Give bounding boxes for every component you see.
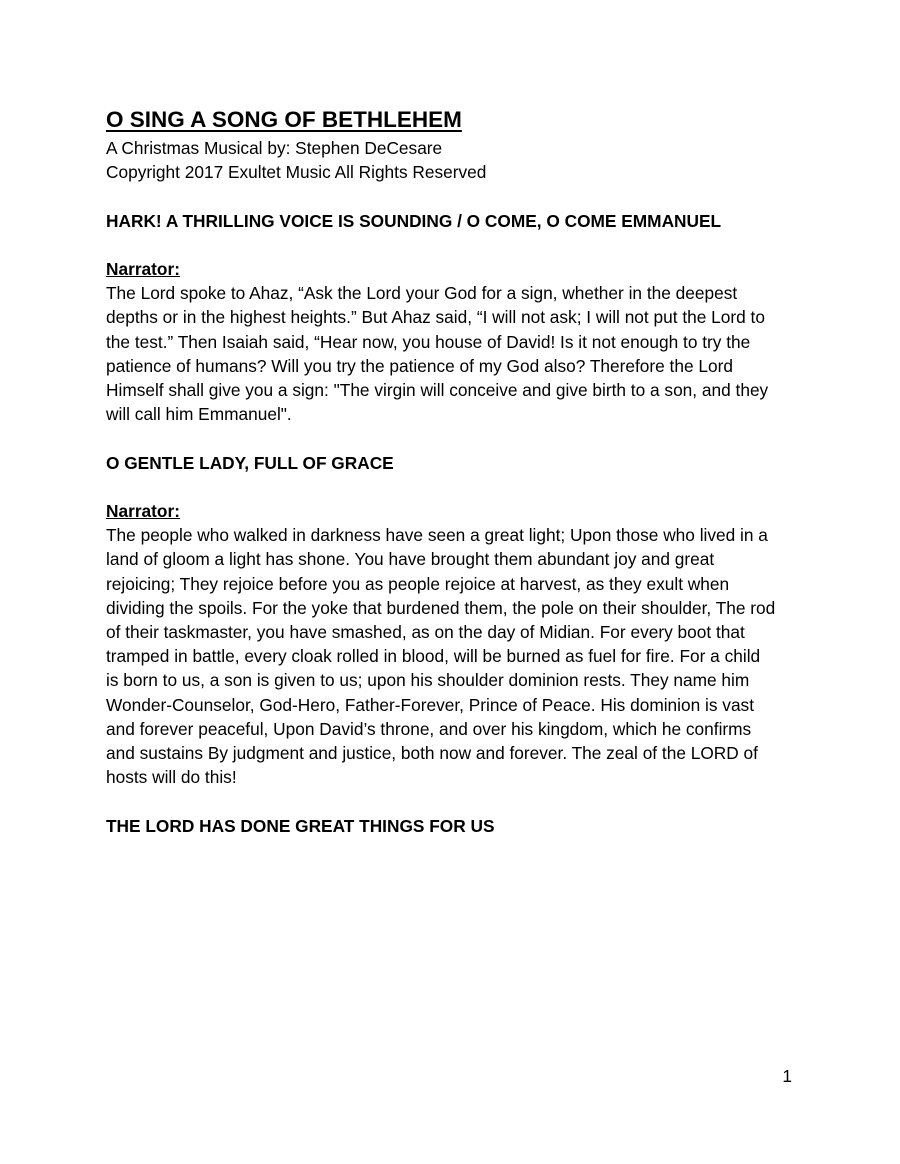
narration-line: the test.” Then Isaiah said, “Hear now, you house of David! Is it not enough to try the [106, 331, 751, 352]
song-heading-2: O GENTLE LADY, FULL OF GRACE [106, 452, 394, 473]
narration-line: of their taskmaster, you have smashed, as on the day of Midian. For every boot that [106, 622, 745, 642]
page-number: 1 [782, 1066, 792, 1086]
document-title: O SING A SONG OF BETHLEHEM [106, 107, 462, 132]
narration-line: and forever peaceful, Upon David’s throne, and over his kingdom, which he confirms [106, 718, 752, 739]
narration-paragraph-1 [106, 281, 806, 426]
narration-line: and sustains By judgment and justice, both now and forever. The zeal of the LORD of [106, 743, 758, 764]
narration-line: Himself shall give you a sign: "The virgin will conceive and give birth to a son, and they [106, 380, 769, 400]
narration-line: depths or in the highest heights.” But Ahaz said, “I will not ask; I will not put the Lord to [106, 307, 765, 328]
narration-line: The Lord spoke to Ahaz, “Ask the Lord your God for a sign, whether in the deepest [106, 283, 738, 304]
narration-line: hosts will do this! [106, 767, 237, 788]
song-heading-1: HARK! A THRILLING VOICE IS SOUNDING / O COME, O COME EMMANUEL [106, 210, 722, 231]
speaker-label-2: Narrator: [106, 500, 180, 521]
narration-line: dividing the spoils. For the yoke that burdened them, the pole on their shoulder, The rod [106, 597, 776, 618]
narration-line: land of gloom a light has shone. You have brought them abundant joy and great [106, 549, 715, 570]
narration-line: is born to us, a son is given to us; upon his shoulder dominion rests. They name him [106, 670, 750, 691]
speaker-label-1: Narrator: [106, 258, 180, 279]
narration-line: Wonder-Counselor, God-Hero, Father-Forever, Prince of Peace. His dominion is vast [106, 694, 755, 715]
narration-line: rejoicing; They rejoice before you as people rejoice at harvest, as they exult when [106, 573, 730, 594]
narration-line: will call him Emmanuel". [106, 404, 292, 425]
copyright-line: Copyright 2017 Exultet Music All Rights Reserved [106, 162, 487, 183]
document-page [106, 104, 806, 838]
song-heading-3: THE LORD HAS DONE GREAT THINGS FOR US [106, 815, 495, 836]
narration-line: tramped in battle, every cloak rolled in blood, will be burned as fuel for fire. For a child [106, 646, 761, 667]
document-subtitle: A Christmas Musical by: Stephen DeCesare [106, 138, 443, 158]
narration-line: The people who walked in darkness have seen a great light; Upon those who lived in a [106, 525, 768, 546]
narration-paragraph-2 [106, 523, 806, 789]
narration-line: patience of humans? Will you try the patience of my God also? Therefore the Lord [106, 355, 733, 376]
